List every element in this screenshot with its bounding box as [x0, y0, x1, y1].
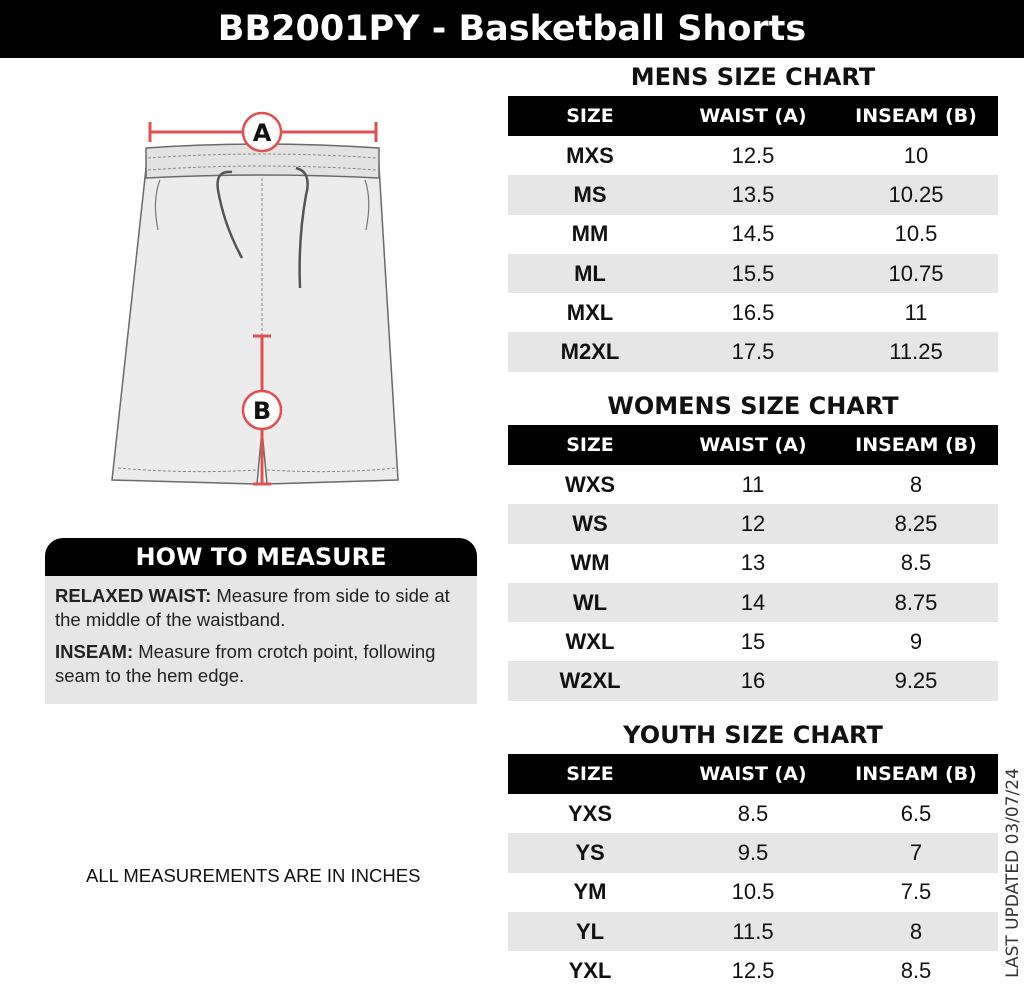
- table-row: [508, 254, 998, 293]
- table-row: [508, 951, 998, 990]
- inseam-header: INSEAM (B): [855, 105, 977, 127]
- waist-cell: 15.5: [731, 260, 775, 286]
- chart-title: WOMENS SIZE CHART: [607, 392, 899, 420]
- inseam-header: INSEAM (B): [855, 763, 977, 785]
- chart-header-row: [508, 96, 998, 136]
- size-cell: WL: [572, 589, 608, 615]
- size-cell: YXS: [567, 800, 613, 826]
- page-title: BB2001PY - Basketball Shorts: [0, 0, 1024, 58]
- how-to-measure-heading: HOW TO MEASURE: [45, 538, 477, 576]
- size-cell: YL: [575, 918, 605, 944]
- waist-cell: 10.5: [731, 879, 775, 905]
- table-row: [508, 293, 998, 332]
- inseam-header: INSEAM (B): [855, 434, 977, 456]
- table-row: [508, 544, 998, 583]
- waist-cell: 13.5: [731, 181, 775, 207]
- inseam-cell: 8: [909, 471, 923, 497]
- table-row: [508, 873, 998, 912]
- table-row: [508, 583, 998, 622]
- waist-cell: 12: [740, 510, 766, 536]
- table-row: [508, 136, 998, 175]
- waist-cell: 16: [740, 668, 766, 694]
- table-row: [508, 332, 998, 371]
- waist-header: WAIST (A): [699, 763, 807, 785]
- inseam-cell: 8.5: [900, 957, 932, 983]
- table-row: [508, 175, 998, 214]
- youth-size-chart: [508, 716, 998, 990]
- waist-cell: 11: [741, 471, 765, 497]
- size-cell: MXS: [566, 142, 614, 168]
- chart-header-row: [508, 754, 998, 794]
- units-note: ALL MEASUREMENTS ARE IN INCHES: [86, 865, 421, 886]
- waist-cell: 14.5: [731, 221, 775, 247]
- inseam-cell: 9.25: [894, 668, 938, 694]
- inseam-cell: 8.75: [894, 589, 938, 615]
- table-row: [508, 833, 998, 872]
- label-b: B: [252, 397, 272, 425]
- inseam-cell: 11: [904, 299, 928, 325]
- inseam-cell: 8.5: [900, 550, 932, 576]
- inseam-cell: 8.25: [894, 510, 938, 536]
- size-cell: WXS: [564, 471, 616, 497]
- size-cell: MM: [571, 221, 609, 247]
- table-row: [508, 465, 998, 504]
- waist-instruction: RELAXED WAIST: Measure from side to side at the middle of the waistband.: [55, 585, 450, 630]
- size-cell: YM: [573, 879, 607, 905]
- size-cell: MXL: [566, 299, 614, 325]
- table-row: [508, 661, 998, 700]
- size-header: SIZE: [566, 763, 614, 785]
- chart-header-row: [508, 425, 998, 465]
- size-cell: WXL: [565, 628, 615, 654]
- waist-cell: 11.5: [732, 918, 774, 944]
- inseam-cell: 6.5: [900, 800, 932, 826]
- size-cell: WS: [572, 510, 608, 536]
- inseam-cell: 10.75: [888, 260, 944, 286]
- table-row: [508, 912, 998, 951]
- inseam-cell: 7.5: [900, 879, 932, 905]
- waist-cell: 15: [740, 628, 766, 654]
- inseam-cell: 10.25: [888, 181, 944, 207]
- size-cell: MS: [573, 181, 607, 207]
- size-header: SIZE: [566, 105, 614, 127]
- waist-cell: 12.5: [731, 142, 775, 168]
- waist-cell: 12.5: [731, 957, 775, 983]
- table-row: [508, 622, 998, 661]
- label-a: A: [252, 119, 272, 147]
- waist-cell: 9.5: [737, 839, 769, 865]
- inseam-instruction: INSEAM: Measure from crotch point, following seam to the hem edge.: [55, 641, 436, 686]
- waist-cell: 14: [740, 589, 766, 615]
- womens-size-chart: [508, 387, 998, 701]
- size-cell: YS: [575, 839, 605, 865]
- size-cell: YXL: [568, 957, 612, 983]
- how-to-measure-panel: [45, 538, 477, 704]
- chart-title: MENS SIZE CHART: [630, 63, 876, 91]
- shorts-diagram: [100, 100, 430, 510]
- table-row: [508, 215, 998, 254]
- mens-size-chart: [508, 58, 998, 372]
- waist-cell: 16.5: [731, 299, 775, 325]
- waist-cell: 8.5: [737, 800, 769, 826]
- waist-cell: 13: [740, 550, 766, 576]
- waist-cell: 17.5: [731, 339, 775, 365]
- waist-header: WAIST (A): [699, 434, 807, 456]
- size-cell: W2XL: [559, 668, 621, 694]
- inseam-cell: 9: [909, 628, 923, 654]
- size-cell: M2XL: [560, 339, 620, 365]
- chart-title: YOUTH SIZE CHART: [623, 721, 883, 749]
- table-row: [508, 794, 998, 833]
- size-header: SIZE: [566, 434, 614, 456]
- inseam-cell: 10: [903, 142, 929, 168]
- inseam-cell: 8: [909, 918, 923, 944]
- size-cell: WM: [570, 550, 610, 576]
- size-cell: ML: [574, 260, 606, 286]
- waist-header: WAIST (A): [699, 105, 807, 127]
- inseam-cell: 10.5: [894, 221, 938, 247]
- table-row: [508, 504, 998, 543]
- inseam-cell: 7: [909, 839, 923, 865]
- last-updated-note: LAST UPDATED 03/07/24: [1003, 768, 1023, 978]
- inseam-cell: 11.25: [889, 339, 943, 365]
